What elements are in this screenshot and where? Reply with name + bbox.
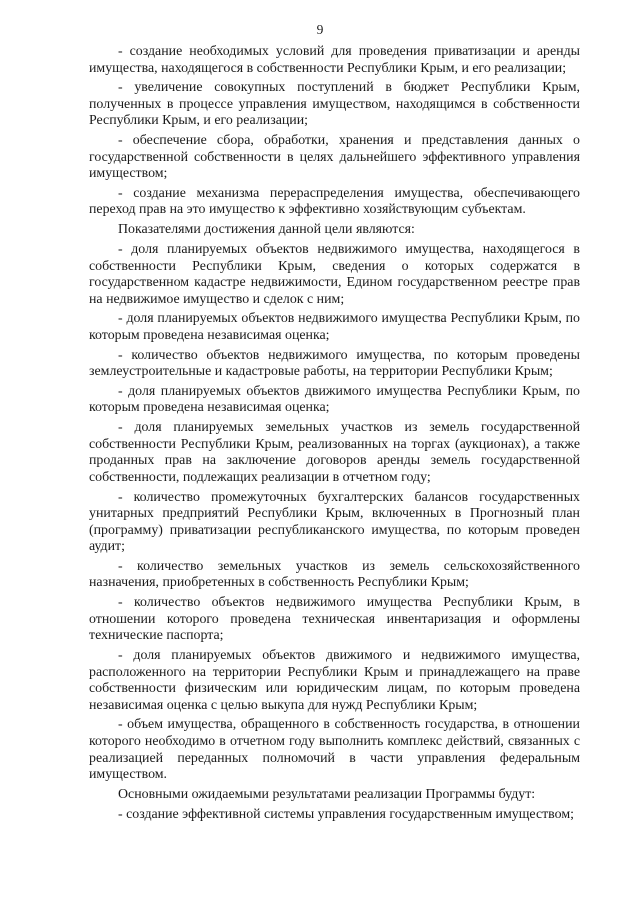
paragraph-result-management-system: - создание эффективной системы управления государственным имуществом; [118, 806, 574, 822]
paragraph-indicator-land-auctions: - доля планируемых земельных участков из земель государственной собственности Республики Крым, реализованных на торгах (аукционах), а также проданных прав на заключение договоров аренды земель государственной собственности, подлежащих реализации в отчетном году; [89, 420, 580, 485]
document-body [89, 44, 580, 826]
paragraph-data-collection: - обеспечение сбора, обработки, хранения и представления данных о государственной собственности в целях дальнейшего эффективного управления имуществом; [89, 133, 580, 182]
paragraph-indicator-technical-inventory: - количество объектов недвижимого имущества Республики Крым, в отношении которого проведена техническая инвентаризация и оформлены технические паспорта; [89, 595, 580, 644]
paragraph-indicator-audit: - количество промежуточных бухгалтерских балансов государственных унитарных предприятий Республики Крым, включенных в Прогнозный план (программу) приватизации республиканского имущества, по которым проведен аудит; [89, 489, 580, 555]
paragraph-indicator-federal-property: - объем имущества, обращенного в собственность государства, в отношении которого необходимо в отчетном году выполнить комплекс действий, связанных с реализацией переданных полномочий в части управления федеральным имуществом. [89, 717, 580, 783]
paragraph-indicator-cadastre: - доля планируемых объектов недвижимого имущества, находящегося в собственности Республики Крым, сведения о которых содержатся в государственном кадастре недвижимости, Едином государственном реестре прав на недвижимое имущество и сделок с ним; [89, 241, 580, 307]
paragraph-indicator-buyout-valuation: - доля планируемых объектов движимого и недвижимого имущества, расположенного на территории Республики Крым и принадлежащего на праве собственности физическим или юридическим лицам, по которым проведена независимая оценка с целью выкупа для нужд Республики Крым; [89, 648, 580, 713]
paragraph-indicator-movable-valuation: - доля планируемых объектов движимого имущества Республики Крым, по которым проведена независимая оценка; [89, 383, 580, 416]
paragraph-budget-revenue: - увеличение совокупных поступлений в бюджет Республики Крым, полученных в процессе управления имуществом, находящимся в собственности Республики Крым, и его реализации; [89, 80, 580, 129]
paragraph-indicator-real-estate-valuation: - доля планируемых объектов недвижимого имущества Республики Крым, по которым проведена независимая оценка; [89, 311, 580, 343]
page-number: 9 [316, 22, 324, 37]
paragraph-indicator-agricultural-land: - количество земельных участков из земель сельскохозяйственного назначения, приобретенных в собственность Республики Крым; [89, 558, 580, 591]
paragraph-indicator-land-works: - количество объектов недвижимого имущества, по которым проведены землеустроительные и кадастровые работы, на территории Республики Крым; [89, 347, 580, 380]
paragraph-privatization-conditions: - создание необходимых условий для проведения приватизации и аренды имущества, находящегося в собственности Республики Крым, и его реализации; [89, 44, 580, 76]
paragraph-indicators-intro: Показателями достижения данной цели являются: [118, 222, 415, 238]
paragraph-redistribution-mechanism: - создание механизма перераспределения имущества, обеспечивающего переход прав на это имущество к эффективно хозяйствующим субъектам. [89, 185, 580, 218]
paragraph-results-intro: Основными ожидаемыми результатами реализации Программы будут: [118, 786, 536, 802]
